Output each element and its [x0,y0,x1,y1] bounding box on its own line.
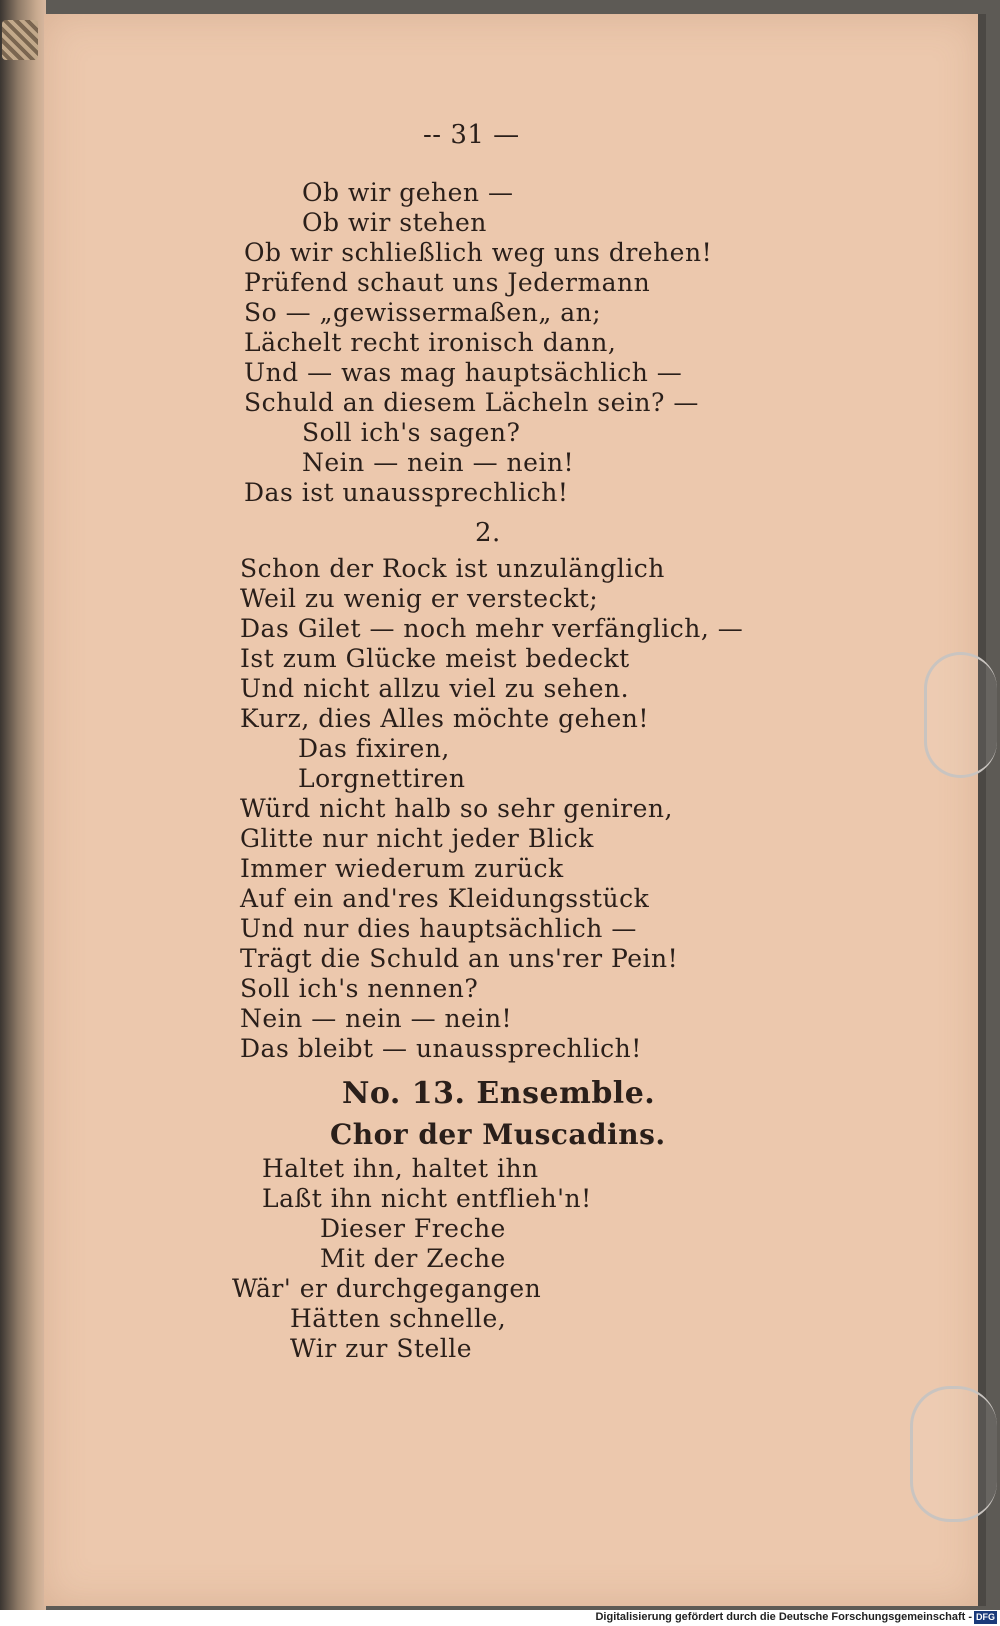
dfg-logo: DFG [976,1612,995,1622]
verse-line: Prüfend schaut uns Jedermann [244,268,651,297]
verse-line: Soll ich's nennen? [240,974,479,1003]
verse-line: Würd nicht halb so sehr geniren, [240,794,673,823]
section-heading: No. 13. Ensemble. [342,1076,656,1111]
verse-line: Schuld an diesem Lächeln sein? — [244,388,699,417]
verse-line: Schon der Rock ist unzulänglich [240,554,665,583]
funding-credit: Digitalisierung gefördert durch die Deutsche Forschungsgemeinschaft - [595,1611,972,1623]
page-clip-bottom [910,1386,997,1522]
section-subheading: Chor der Muscadins. [330,1118,666,1151]
verse-line: Immer wiederum zurück [240,854,564,883]
page-edge-shadow [978,14,986,1606]
verse-line: Hätten schnelle, [290,1304,507,1333]
verse-line: Das ist unaussprechlich! [244,478,569,507]
verse-line: Nein — nein — nein! [240,1004,513,1033]
verse-line: Das bleibt — unaussprechlich! [240,1034,642,1063]
binding-thread [2,20,38,60]
verse-line: Glitte nur nicht jeder Blick [240,824,594,853]
digitization-footer [0,1610,1000,1626]
verse-line: Haltet ihn, haltet ihn [262,1154,539,1183]
verse-line: Wär' er durchgegangen [232,1274,542,1303]
verse-line: Und — was mag hauptsächlich — [244,358,683,387]
stanza-number: 2. [475,518,501,548]
verse-line: Das fixiren, [298,734,450,763]
book-spine-edge [0,0,46,1610]
verse-line: So — „gewissermaßen„ an; [244,298,602,327]
verse-line: Soll ich's sagen? [302,418,521,447]
verse-line: Das Gilet — noch mehr verfänglich, — [240,614,744,643]
verse-line: Ob wir schließlich weg uns drehen! [244,238,713,267]
verse-line: Auf ein and'res Kleidungsstück [240,884,650,913]
verse-line: Lorgnettiren [298,764,466,793]
verse-line: Ist zum Glücke meist bedeckt [240,644,630,673]
verse-line: Laßt ihn nicht entflieh'n! [262,1184,592,1213]
verse-line: Ob wir gehen — [302,178,514,207]
verse-line: Mit der Zeche [320,1244,506,1273]
verse-line: Weil zu wenig er versteckt; [240,584,599,613]
page-number: -- 31 — [423,120,520,150]
verse-line: Trägt die Schuld an uns'rer Pein! [240,944,679,973]
verse-line: Kurz, dies Alles möchte gehen! [240,704,649,733]
verse-line: Und nur dies hauptsächlich — [240,914,637,943]
verse-line: Dieser Freche [320,1214,506,1243]
verse-line: Und nicht allzu viel zu sehen. [240,674,630,703]
verse-line: Nein — nein — nein! [302,448,575,477]
verse-line: Wir zur Stelle [290,1334,473,1363]
page-clip-top [924,652,997,778]
verse-line: Lächelt recht ironisch dann, [244,328,617,357]
verse-line: Ob wir stehen [302,208,487,237]
